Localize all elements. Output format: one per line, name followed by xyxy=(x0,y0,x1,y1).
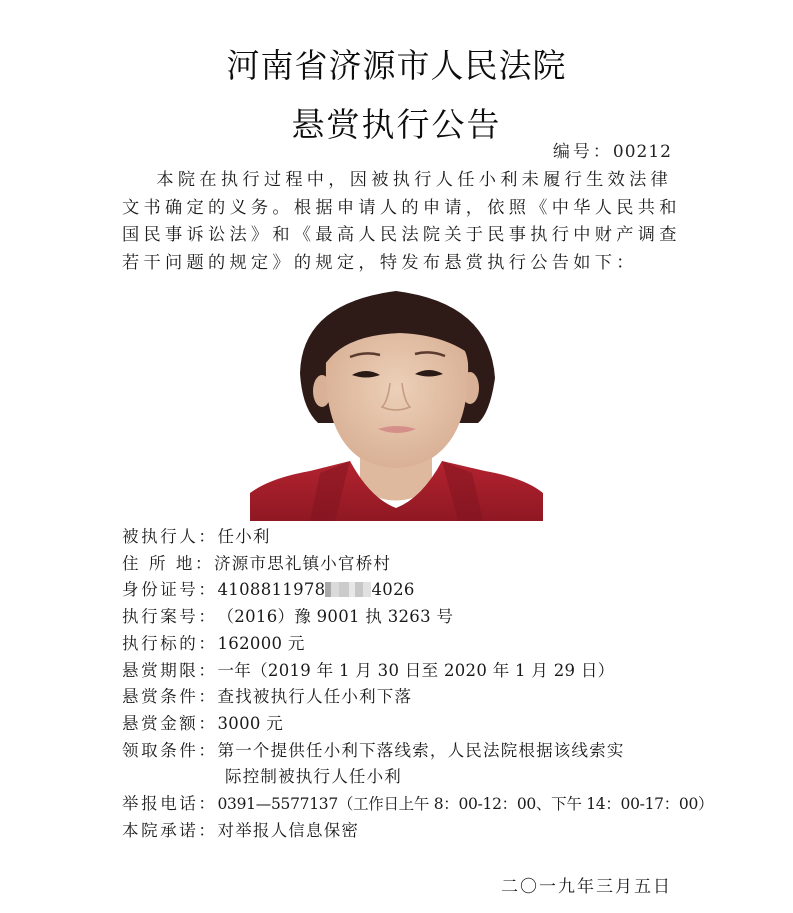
field-label: 悬赏期限： xyxy=(122,660,218,680)
field-value-continuation: 际控制被执行人任小利 xyxy=(225,767,402,787)
defendant-photo xyxy=(250,283,543,521)
serial-number-value: 00212 xyxy=(612,142,672,162)
field-value: 济源市思礼镇小官桥村 xyxy=(214,553,392,573)
field-claim-condition xyxy=(122,738,692,765)
portrait-image xyxy=(250,283,543,521)
field-reward-period xyxy=(122,658,692,685)
field-value: 0391—5577137（工作日上午 8：00-12：00、下午 14：00-17：00） xyxy=(217,795,714,814)
field-value: 一年（2019 年 1 月 30 日至 2020 年 1 月 29 日） xyxy=(217,660,615,680)
notice-title: 悬赏执行公告 xyxy=(291,105,502,145)
field-value: 查找被执行人任小利下落 xyxy=(217,687,413,707)
serial-number xyxy=(553,137,672,162)
field-value: 3000 元 xyxy=(217,713,284,733)
field-court-promise xyxy=(122,818,692,845)
field-reward-amount xyxy=(122,711,692,738)
field-label: 住 所 地： xyxy=(122,553,215,573)
field-value: 对举报人信息保密 xyxy=(217,820,360,840)
field-value: 第一个提供任小利下落线索，人民法院根据该线索实 xyxy=(217,740,625,760)
field-label: 被执行人： xyxy=(122,527,218,546)
field-value xyxy=(218,577,415,604)
field-value: 162000 元 xyxy=(217,633,305,653)
redacted-block xyxy=(325,582,371,597)
field-value: 任小利 xyxy=(217,527,271,546)
field-label: 领取条件： xyxy=(122,740,218,760)
field-label: 执行案号： xyxy=(122,607,218,627)
field-label: 身份证号： xyxy=(122,580,218,600)
field-label: 本院承诺： xyxy=(122,820,218,840)
field-claim-condition-continued xyxy=(122,764,692,791)
field-execution-amount xyxy=(122,631,692,658)
field-address xyxy=(122,551,692,578)
field-case-number xyxy=(122,604,692,631)
field-value: （2016）豫 9001 执 3263 号 xyxy=(217,607,454,627)
field-reward-condition xyxy=(122,684,692,711)
field-id-number xyxy=(122,577,692,604)
field-defendant xyxy=(122,524,692,551)
details-list xyxy=(122,524,714,844)
issue-date: 二〇一九年三月五日 xyxy=(501,877,672,897)
id-prefix: 4108811978 xyxy=(217,580,326,600)
id-suffix: 4026 xyxy=(371,580,415,600)
field-label: 执行标的： xyxy=(122,633,218,653)
field-label: 悬赏条件： xyxy=(122,687,218,707)
field-label: 悬赏金额： xyxy=(122,713,218,733)
intro-paragraph: 本院在执行过程中，因被执行人任小利未履行生效法律文书确定的义务。根据申请人的申请，依照《中华人民共和国民事诉讼法》和《最高人民法院关于民事执行中财产调查若干问题的规定》的规定，特发布悬赏执行公告如下： xyxy=(122,170,681,273)
serial-number-label: 编号： xyxy=(552,142,613,162)
field-label: 举报电话： xyxy=(122,794,218,814)
court-name-title: 河南省济源市人民法院 xyxy=(226,46,567,86)
field-report-phone xyxy=(122,791,714,818)
